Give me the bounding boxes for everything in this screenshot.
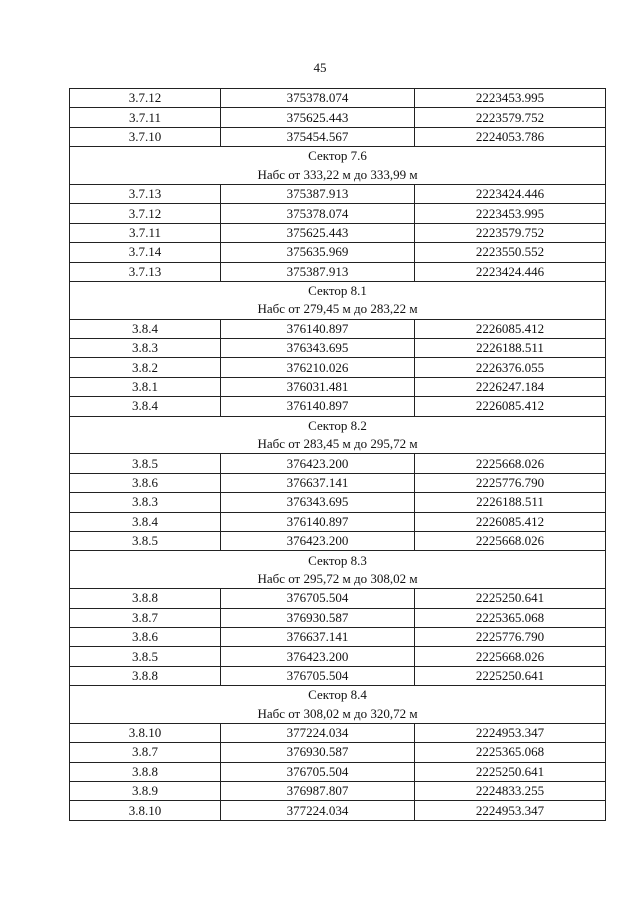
x-coordinate-cell: 376930.587 <box>221 743 415 762</box>
point-id-cell: 3.7.11 <box>70 223 221 242</box>
table-row <box>70 608 606 627</box>
point-id-cell: 3.8.2 <box>70 358 221 377</box>
x-coordinate-cell: 375387.913 <box>221 262 415 281</box>
table-row <box>70 512 606 531</box>
point-id-cell: 3.7.14 <box>70 243 221 262</box>
x-coordinate-cell: 375625.443 <box>221 108 415 127</box>
point-id-cell: 3.8.3 <box>70 493 221 512</box>
y-coordinate-cell: 2226188.511 <box>415 493 606 512</box>
table-row <box>70 262 606 281</box>
sector-range-row <box>70 300 606 319</box>
sector-range-row <box>70 705 606 724</box>
table-row <box>70 627 606 646</box>
y-coordinate-cell: 2223453.995 <box>415 204 606 223</box>
y-coordinate-cell: 2224833.255 <box>415 782 606 801</box>
sector-title-row <box>70 281 606 300</box>
sector-range: Набс от 295,72 м до 308,02 м <box>70 570 606 589</box>
coordinates-table <box>69 88 606 821</box>
point-id-cell: 3.8.6 <box>70 473 221 492</box>
point-id-cell: 3.7.10 <box>70 127 221 146</box>
sector-title: Сектор 7.6 <box>70 147 606 166</box>
table-row <box>70 723 606 742</box>
x-coordinate-cell: 376705.504 <box>221 589 415 608</box>
point-id-cell: 3.8.5 <box>70 531 221 550</box>
y-coordinate-cell: 2223550.552 <box>415 243 606 262</box>
x-coordinate-cell: 376140.897 <box>221 512 415 531</box>
y-coordinate-cell: 2225250.641 <box>415 666 606 685</box>
sector-range-row <box>70 166 606 185</box>
point-id-cell: 3.7.12 <box>70 204 221 223</box>
point-id-cell: 3.8.4 <box>70 397 221 416</box>
table-row <box>70 531 606 550</box>
sector-title-row <box>70 686 606 705</box>
point-id-cell: 3.8.8 <box>70 666 221 685</box>
table-row <box>70 397 606 416</box>
y-coordinate-cell: 2223424.446 <box>415 184 606 203</box>
point-id-cell: 3.8.5 <box>70 647 221 666</box>
table-row <box>70 589 606 608</box>
y-coordinate-cell: 2225250.641 <box>415 589 606 608</box>
x-coordinate-cell: 376930.587 <box>221 608 415 627</box>
y-coordinate-cell: 2225668.026 <box>415 531 606 550</box>
table-row <box>70 454 606 473</box>
sector-title-row <box>70 416 606 435</box>
y-coordinate-cell: 2226085.412 <box>415 397 606 416</box>
y-coordinate-cell: 2224953.347 <box>415 801 606 820</box>
point-id-cell: 3.8.8 <box>70 762 221 781</box>
point-id-cell: 3.7.12 <box>70 89 221 108</box>
table-row <box>70 647 606 666</box>
point-id-cell: 3.8.10 <box>70 801 221 820</box>
x-coordinate-cell: 375635.969 <box>221 243 415 262</box>
table-row <box>70 204 606 223</box>
sector-range: Набс от 279,45 м до 283,22 м <box>70 300 606 319</box>
table-row <box>70 108 606 127</box>
y-coordinate-cell: 2225776.790 <box>415 627 606 646</box>
page-number: 45 <box>313 60 327 75</box>
point-id-cell: 3.8.7 <box>70 608 221 627</box>
point-id-cell: 3.8.4 <box>70 512 221 531</box>
table-row <box>70 358 606 377</box>
x-coordinate-cell: 376987.807 <box>221 782 415 801</box>
table-row <box>70 743 606 762</box>
sector-range: Набс от 308,02 м до 320,72 м <box>70 705 606 724</box>
y-coordinate-cell: 2225365.068 <box>415 608 606 627</box>
y-coordinate-cell: 2225365.068 <box>415 743 606 762</box>
x-coordinate-cell: 376637.141 <box>221 627 415 646</box>
x-coordinate-cell: 376343.695 <box>221 339 415 358</box>
point-id-cell: 3.8.8 <box>70 589 221 608</box>
x-coordinate-cell: 377224.034 <box>221 801 415 820</box>
x-coordinate-cell: 376140.897 <box>221 319 415 338</box>
point-id-cell: 3.8.10 <box>70 723 221 742</box>
sector-range-row <box>70 435 606 454</box>
x-coordinate-cell: 376423.200 <box>221 531 415 550</box>
x-coordinate-cell: 376343.695 <box>221 493 415 512</box>
sector-range: Набс от 333,22 м до 333,99 м <box>70 166 606 185</box>
sector-title: Сектор 8.1 <box>70 281 606 300</box>
point-id-cell: 3.7.11 <box>70 108 221 127</box>
table-row <box>70 801 606 820</box>
table-row <box>70 243 606 262</box>
y-coordinate-cell: 2224953.347 <box>415 723 606 742</box>
y-coordinate-cell: 2226188.511 <box>415 339 606 358</box>
sector-title-row <box>70 551 606 570</box>
table-row <box>70 339 606 358</box>
y-coordinate-cell: 2226085.412 <box>415 319 606 338</box>
x-coordinate-cell: 375387.913 <box>221 184 415 203</box>
y-coordinate-cell: 2225668.026 <box>415 454 606 473</box>
coordinates-table-body <box>70 89 606 821</box>
x-coordinate-cell: 376705.504 <box>221 666 415 685</box>
sector-range: Набс от 283,45 м до 295,72 м <box>70 435 606 454</box>
table-row <box>70 782 606 801</box>
point-id-cell: 3.8.6 <box>70 627 221 646</box>
y-coordinate-cell: 2226247.184 <box>415 377 606 396</box>
table-row <box>70 666 606 685</box>
y-coordinate-cell: 2223453.995 <box>415 89 606 108</box>
sector-range-row <box>70 570 606 589</box>
x-coordinate-cell: 376423.200 <box>221 454 415 473</box>
x-coordinate-cell: 375378.074 <box>221 204 415 223</box>
y-coordinate-cell: 2225668.026 <box>415 647 606 666</box>
table-row <box>70 473 606 492</box>
table-row <box>70 762 606 781</box>
table-row <box>70 319 606 338</box>
x-coordinate-cell: 376637.141 <box>221 473 415 492</box>
table-row <box>70 493 606 512</box>
y-coordinate-cell: 2226085.412 <box>415 512 606 531</box>
point-id-cell: 3.8.5 <box>70 454 221 473</box>
y-coordinate-cell: 2224053.786 <box>415 127 606 146</box>
x-coordinate-cell: 375625.443 <box>221 223 415 242</box>
point-id-cell: 3.8.7 <box>70 743 221 762</box>
y-coordinate-cell: 2226376.055 <box>415 358 606 377</box>
table-row <box>70 223 606 242</box>
point-id-cell: 3.8.1 <box>70 377 221 396</box>
y-coordinate-cell: 2223424.446 <box>415 262 606 281</box>
point-id-cell: 3.8.4 <box>70 319 221 338</box>
y-coordinate-cell: 2223579.752 <box>415 223 606 242</box>
y-coordinate-cell: 2225776.790 <box>415 473 606 492</box>
point-id-cell: 3.8.3 <box>70 339 221 358</box>
x-coordinate-cell: 377224.034 <box>221 723 415 742</box>
y-coordinate-cell: 2223579.752 <box>415 108 606 127</box>
sector-title: Сектор 8.3 <box>70 551 606 570</box>
table-row <box>70 89 606 108</box>
sector-title: Сектор 8.4 <box>70 686 606 705</box>
x-coordinate-cell: 376031.481 <box>221 377 415 396</box>
table-row <box>70 377 606 396</box>
x-coordinate-cell: 376140.897 <box>221 397 415 416</box>
point-id-cell: 3.8.9 <box>70 782 221 801</box>
table-row <box>70 127 606 146</box>
table-row <box>70 184 606 203</box>
y-coordinate-cell: 2225250.641 <box>415 762 606 781</box>
point-id-cell: 3.7.13 <box>70 262 221 281</box>
x-coordinate-cell: 376705.504 <box>221 762 415 781</box>
x-coordinate-cell: 376423.200 <box>221 647 415 666</box>
sector-title: Сектор 8.2 <box>70 416 606 435</box>
x-coordinate-cell: 376210.026 <box>221 358 415 377</box>
x-coordinate-cell: 375378.074 <box>221 89 415 108</box>
sector-title-row <box>70 147 606 166</box>
point-id-cell: 3.7.13 <box>70 184 221 203</box>
x-coordinate-cell: 375454.567 <box>221 127 415 146</box>
